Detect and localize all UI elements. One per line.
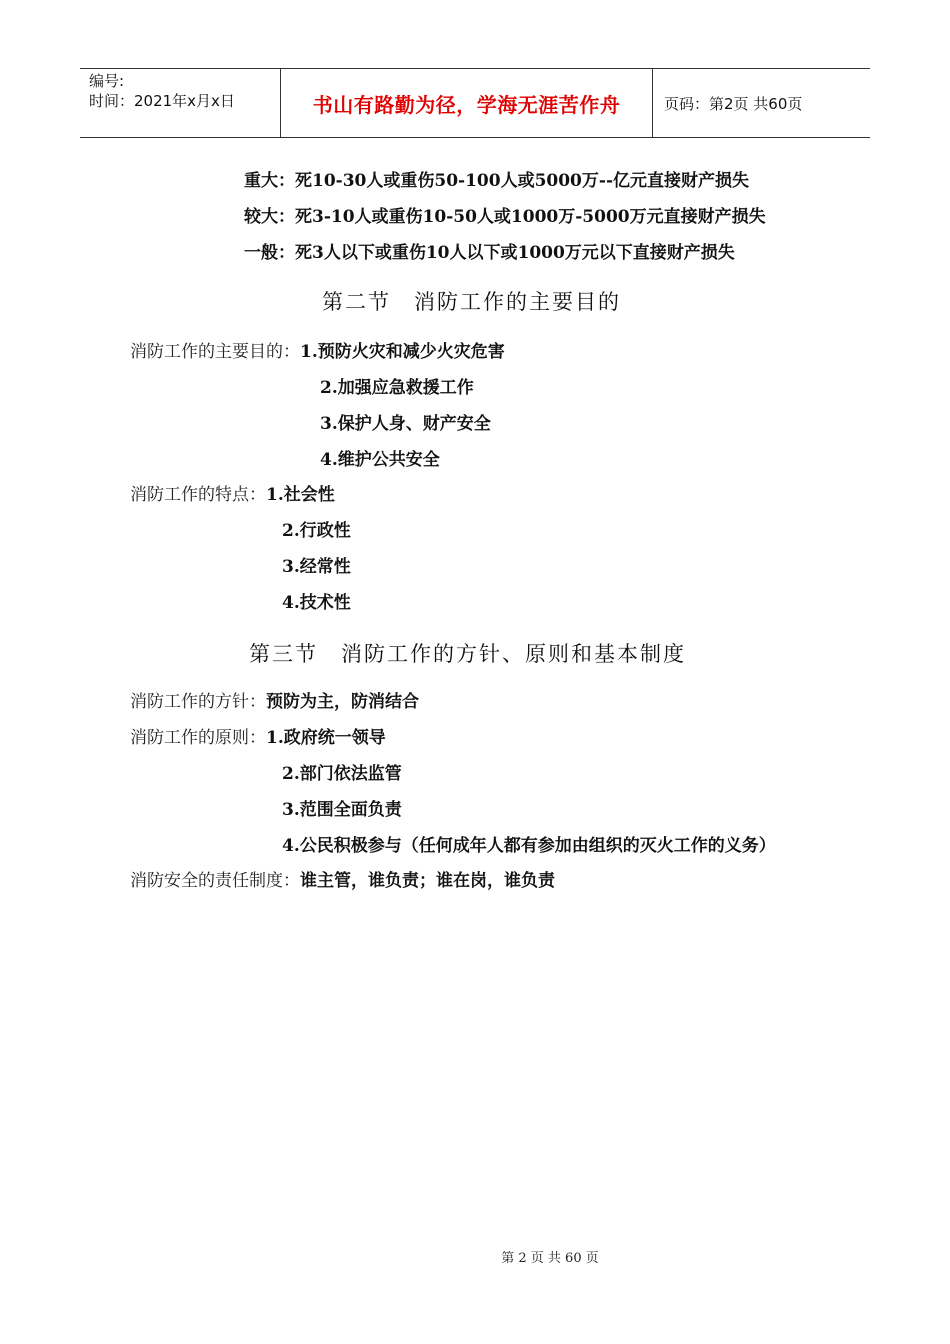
principle-item: 3.范围全面负责 [282,800,402,820]
features-label: 消防工作的特点： [130,485,266,505]
header-motto: 书山有路勤为径，学海无涯苦作舟 [312,92,621,117]
responsibility-text: 谁主管，谁负责；谁在岗，谁负责 [300,871,555,891]
time-label: 时间：2021年x月x日 [89,92,235,110]
purpose-label: 消防工作的主要目的： [130,342,300,362]
purpose-line [130,341,505,363]
loss-level-text: 死3人以下或重伤10人以下或1000万元以下直接财产损失 [295,243,735,263]
feature-item: 3.经常性 [282,557,351,577]
page-header [80,68,870,138]
purpose-item: 4.维护公共安全 [320,450,440,470]
features-line [130,484,335,506]
loss-level-large [244,206,766,228]
header-meta [80,69,280,137]
principles-label: 消防工作的原则： [130,728,266,748]
policy-label: 消防工作的方针： [130,692,266,712]
responsibility-label: 消防安全的责任制度： [130,871,300,891]
purpose-item: 1.预防火灾和减少火灾危害 [300,342,505,362]
feature-item: 1.社会性 [266,485,335,505]
feature-item: 2.行政性 [282,521,351,541]
header-motto-cell [280,69,653,137]
policy-text: 预防为主，防消结合 [266,692,419,712]
purpose-item: 3.保护人身、财产安全 [320,414,491,434]
feature-item: 4.技术性 [282,593,351,613]
loss-level-text: 死10-30人或重伤50-100人或5000万--亿元直接财产损失 [295,171,749,191]
purpose-item: 2.加强应急救援工作 [320,378,474,398]
loss-level-general [244,242,735,264]
loss-level-label: 较大： [244,207,295,227]
header-page-info: 页码：第2页 共60页 [664,94,803,113]
principle-item: 4.公民积极参与（任何成年人都有参加由组织的灭火工作的义务） [282,836,776,856]
principles-line [130,727,386,749]
loss-level-label: 重大： [244,171,295,191]
policy-line [130,691,419,713]
footer-page-number: 第 2 页 共 60 页 [501,1251,599,1266]
loss-level-major [244,170,749,192]
page-footer [0,1247,950,1266]
loss-level-label: 一般： [244,243,295,263]
section-2-title: 第二节 消防工作的主要目的 [322,290,621,314]
principle-item: 1.政府统一领导 [266,728,386,748]
responsibility-line [130,870,555,892]
code-label: 编号: [89,72,125,90]
section-3-title: 第三节 消防工作的方针、原则和基本制度 [249,642,686,666]
principle-item: 2.部门依法监管 [282,764,402,784]
loss-level-text: 死3-10人或重伤10-50人或1000万-5000万元直接财产损失 [295,207,766,227]
